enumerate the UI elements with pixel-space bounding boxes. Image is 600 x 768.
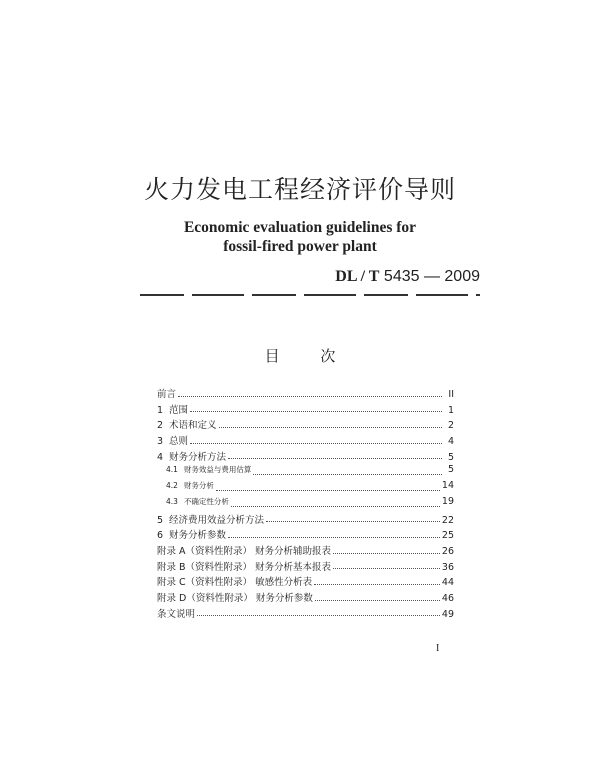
toc-entry[interactable] — [157, 464, 454, 480]
toc-entry-title: 术语和定义 — [169, 420, 217, 432]
standard-number: 5435 — 2009 — [383, 268, 480, 285]
toc-entry[interactable] — [157, 574, 454, 590]
toc-dot-leader — [315, 600, 440, 601]
toc-entry-title: 财务分析 — [183, 481, 214, 491]
standard-prefix: DL / T — [335, 268, 380, 285]
toc-entry[interactable] — [157, 402, 454, 418]
toc-heading-char-2: 次 — [320, 347, 336, 365]
horizontal-rule — [140, 294, 480, 296]
toc-entry-page: 36 — [441, 561, 454, 573]
toc-entry-page: 25 — [441, 530, 454, 542]
toc-heading — [0, 345, 600, 366]
toc-entry-title: 附录 A（资料性附录） 财务分析辅助报表 — [157, 545, 332, 557]
title-en-line-1: Economic evaluation guidelines for — [183, 219, 417, 236]
toc-entry[interactable] — [157, 449, 454, 465]
toc-dot-leader — [190, 443, 442, 444]
toc-entry-title: 前言 — [157, 389, 177, 400]
toc-entry-page: 46 — [441, 592, 454, 604]
toc-entry-number: 6 — [157, 530, 164, 542]
toc-dot-leader — [219, 427, 442, 428]
toc-entry-title: 财务分析方法 — [169, 451, 227, 463]
document-title-en — [0, 218, 600, 256]
standard-code — [335, 268, 480, 286]
table-of-contents — [157, 386, 454, 621]
toc-entry-page: 26 — [441, 545, 454, 557]
toc-entry[interactable] — [157, 527, 454, 543]
toc-entry-page: 5 — [447, 451, 454, 463]
toc-entry-number: 2 — [157, 420, 164, 432]
title-en-line-2: fossil-fired power plant — [223, 238, 377, 255]
toc-dot-leader — [216, 490, 440, 491]
toc-entry-number: 4.2 — [166, 481, 178, 491]
toc-entry[interactable] — [157, 480, 454, 496]
toc-entry-title: 经济费用效益分析方法 — [169, 514, 265, 526]
toc-dot-leader — [190, 411, 442, 412]
toc-dot-leader — [333, 568, 440, 569]
toc-entry-title: 不确定性分析 — [183, 496, 229, 506]
toc-dot-leader — [228, 458, 442, 459]
toc-entry-number: 4 — [157, 451, 164, 463]
toc-entry[interactable] — [157, 496, 454, 512]
toc-entry[interactable] — [157, 512, 454, 528]
toc-dot-leader — [231, 506, 440, 507]
toc-dot-leader — [266, 521, 440, 522]
toc-entry-number: 1 — [157, 404, 164, 416]
toc-entry-page: 22 — [441, 514, 454, 526]
toc-entry-page: 44 — [441, 577, 454, 589]
toc-entry-page: II — [448, 389, 454, 400]
toc-entry[interactable] — [157, 433, 454, 449]
toc-entry-title: 附录 B（资料性附录） 财务分析基本报表 — [157, 561, 332, 573]
toc-dot-leader — [197, 615, 440, 616]
toc-entry-title: 范围 — [169, 404, 189, 416]
toc-entry[interactable] — [157, 543, 454, 559]
toc-heading-char-1: 目 — [264, 347, 280, 365]
document-title-cn: 火力发电工程经济评价导则 — [143, 175, 456, 204]
toc-dot-leader — [228, 537, 440, 538]
page-folio: I — [436, 643, 440, 654]
toc-entry-number: 5 — [157, 514, 164, 526]
toc-entry-title: 财务分析参数 — [169, 530, 227, 542]
toc-entry-title: 财务效益与费用估算 — [183, 465, 252, 475]
toc-entry-page: 49 — [441, 608, 454, 620]
toc-entry-page: 1 — [447, 404, 454, 416]
toc-entry[interactable] — [157, 590, 454, 606]
toc-entry-page: 4 — [447, 436, 454, 448]
toc-entry-page: 19 — [441, 495, 454, 507]
toc-entry-number: 3 — [157, 436, 164, 448]
toc-entry-page: 14 — [441, 480, 454, 492]
toc-entry-number: 4.1 — [166, 465, 178, 475]
toc-entry-page: 2 — [447, 420, 454, 432]
toc-entry[interactable] — [157, 606, 454, 622]
toc-entry-title: 条文说明 — [157, 608, 196, 620]
toc-entry[interactable] — [157, 417, 454, 433]
toc-dot-leader — [178, 396, 442, 397]
toc-entry-title: 总则 — [169, 436, 189, 448]
toc-dot-leader — [333, 553, 440, 554]
toc-entry-title: 附录 D（资料性附录） 财务分析参数 — [157, 592, 313, 604]
toc-entry-page: 5 — [447, 464, 454, 476]
toc-entry-title: 附录 C（资料性附录） 敏感性分析表 — [157, 577, 313, 589]
toc-dot-leader — [314, 584, 440, 585]
toc-entry[interactable] — [157, 559, 454, 575]
toc-entry-number: 4.3 — [166, 496, 178, 506]
toc-entry[interactable] — [157, 386, 454, 402]
toc-dot-leader — [253, 474, 442, 475]
